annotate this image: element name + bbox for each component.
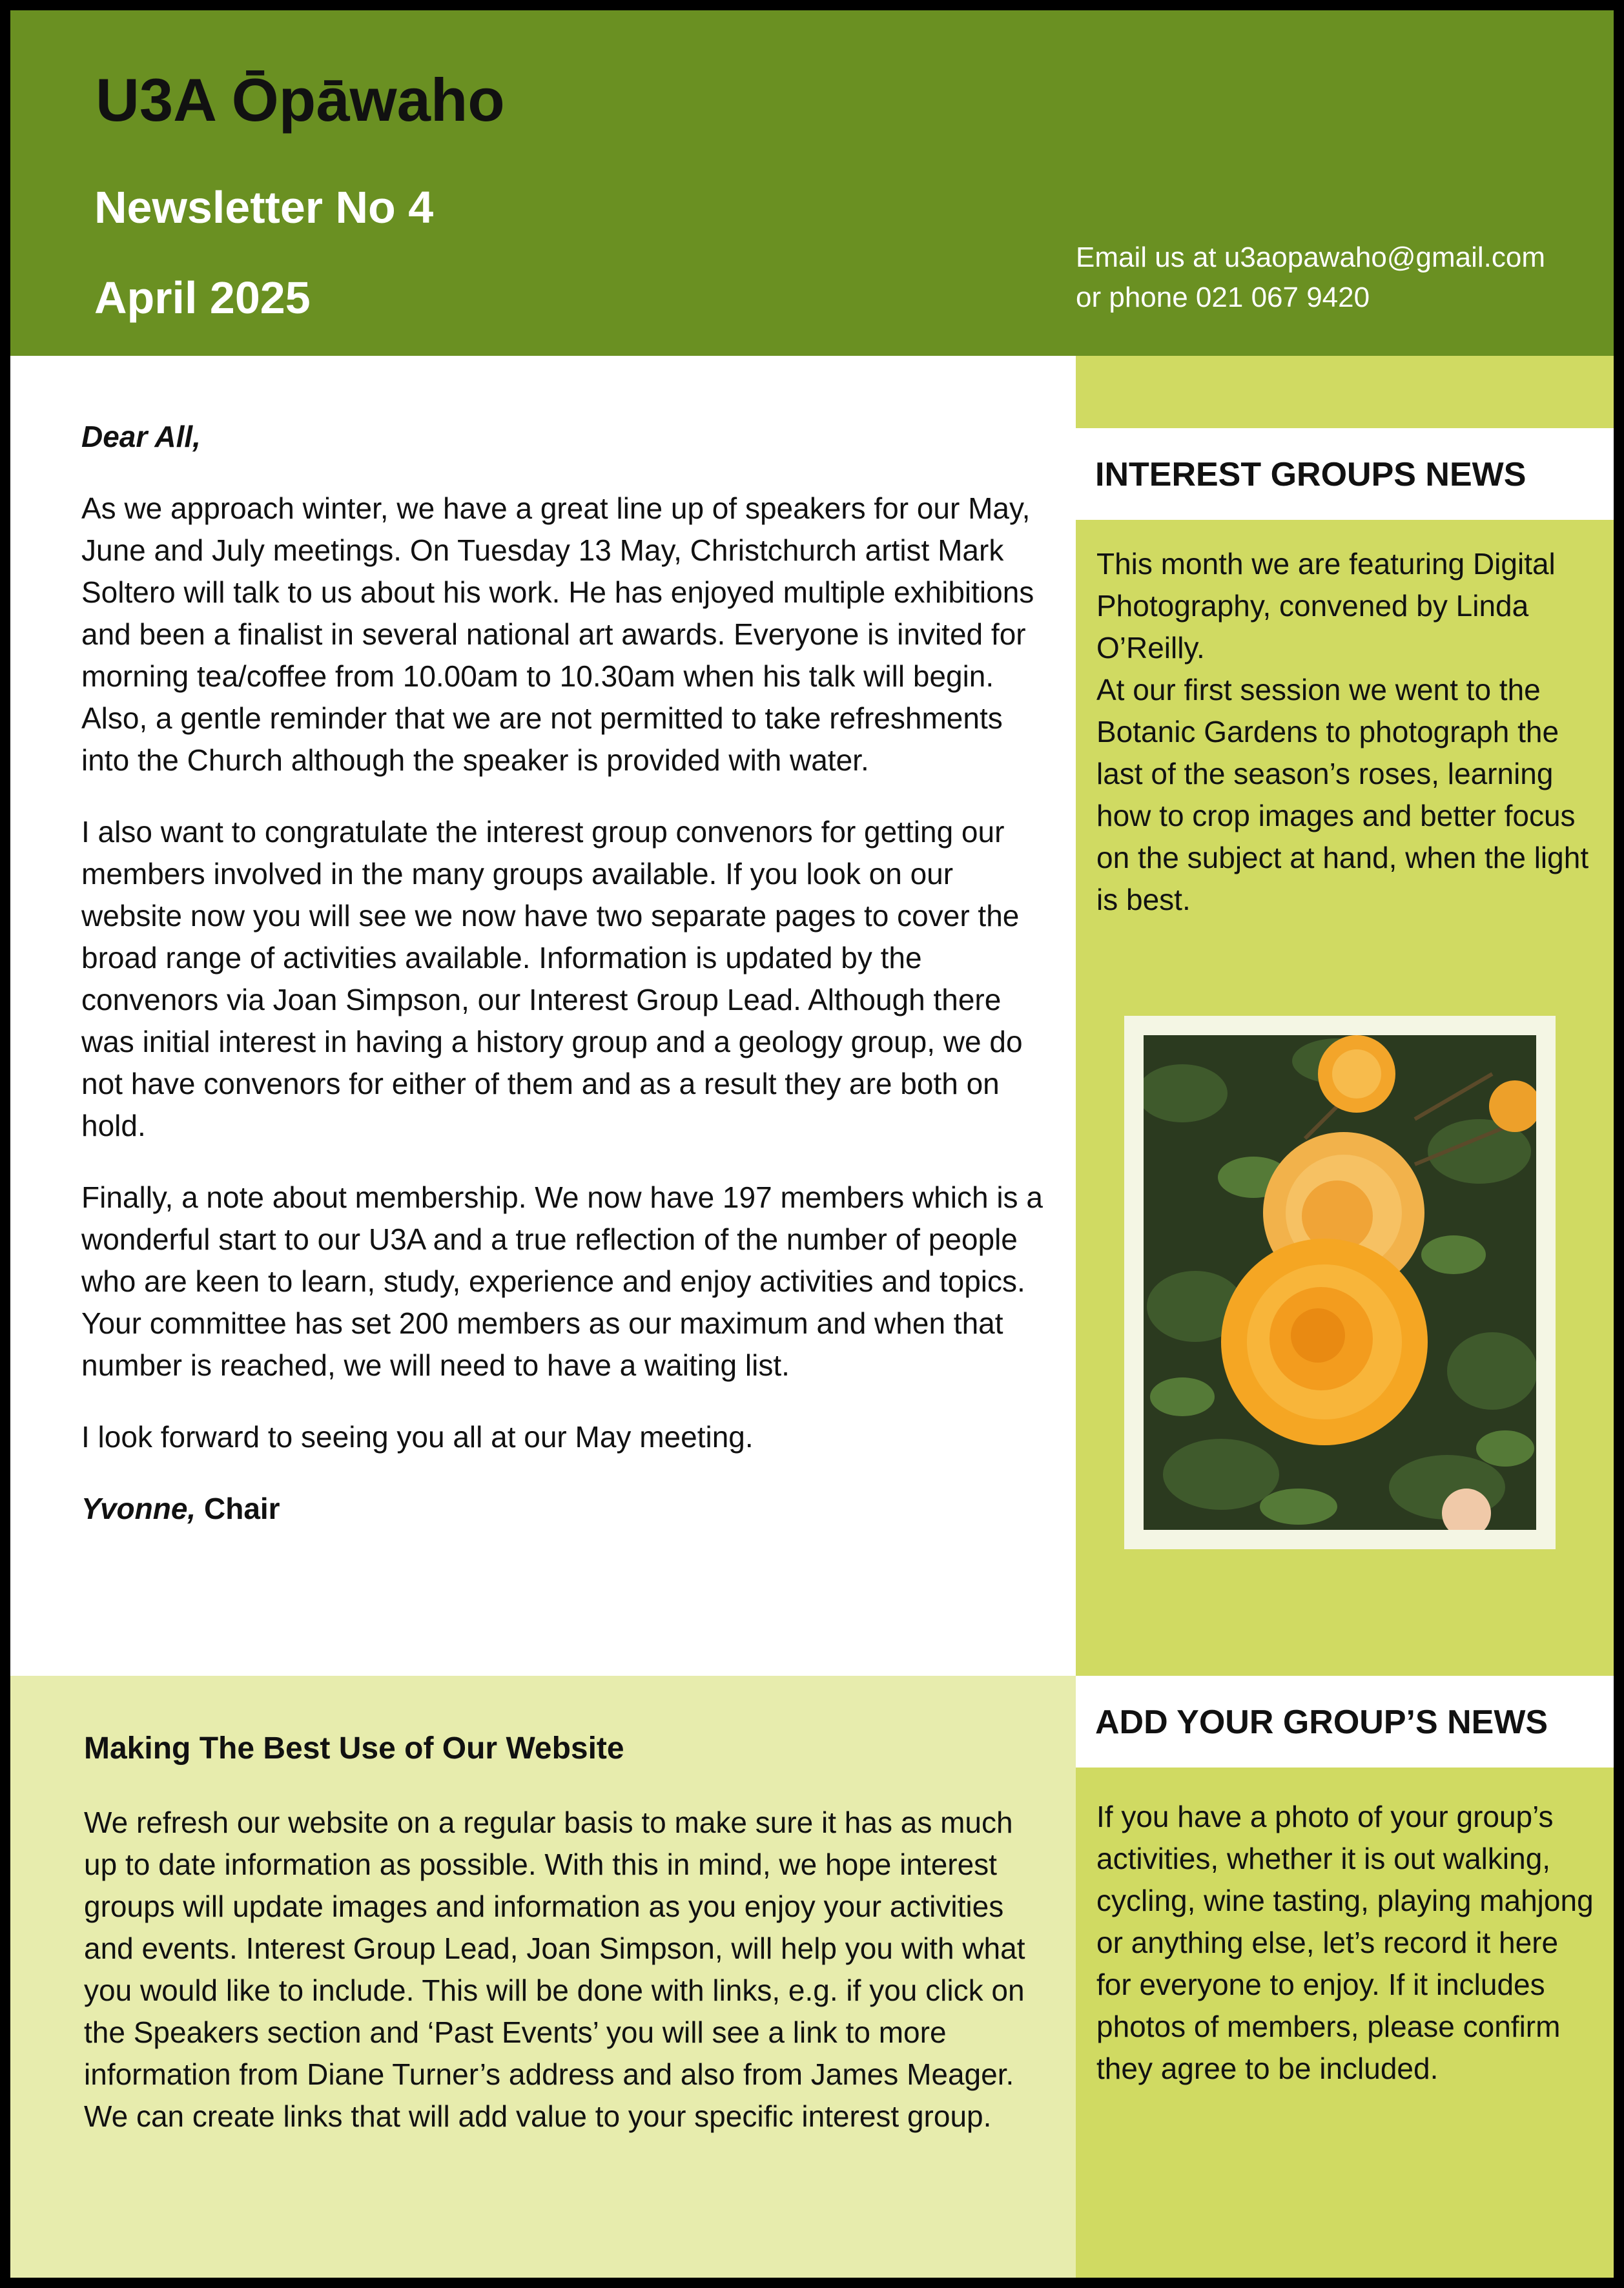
issue-date: April 2025 [94,273,311,323]
interest-groups-intro: This month we are featuring Digital Photography, convened by Linda O’Reilly. [1096,547,1556,665]
contact-info [1076,238,1545,318]
interest-groups-detail: At our first session we went to the Botanic Gardens to photograph the last of the season’s roses, learning how to crop images and better focus on the subject at hand, when the light is best. [1096,673,1589,916]
contact-phone: or phone 021 067 9420 [1076,282,1370,313]
rose-photo [1124,1016,1556,1549]
chair-letter [81,416,1050,1560]
website-text: We refresh our website on a regular basis to make sure it has as much up to date information as possible. With this in mind, we hope interest groups will update images and information as you enjoy your activities and events. Interest Group Lead, Joan Simpson, will help you with what you would like to include. This will be done with links, e.g. if you click on the Speakers section and ‘Past Events’ you will see a link to more information from Diane Turner’s address and also from James Meager. We can create links that will add value to your specific interest group. [84,1806,1025,2133]
signoff-role: Chair [196,1492,280,1525]
newsletter-page [10,10,1614,2278]
interest-groups-text [1096,543,1594,921]
add-news-heading: ADD YOUR GROUP’S NEWS [1095,1704,1548,1741]
newsletter-header [10,10,1614,356]
interest-groups-heading: INTEREST GROUPS NEWS [1095,456,1526,493]
rose-image [1144,1035,1536,1530]
interest-groups-header [1076,428,1614,520]
letter-paragraph: As we approach winter, we have a great line up of speakers for our May, June and July meetings. On Tuesday 13 May, Christchurch artist Mark Soltero will talk to us about his work. He has enjoyed multiple exhibitions and been a finalist in several national art awards. Everyone is invited for morning tea/coffee from 10.00am to 10.30am when his talk will begin. Also, a gentle reminder that we are not permitted to take refreshments into the Church although the speaker is provided with water. [81,491,1034,777]
add-news-header [1076,1676,1614,1768]
contact-email: Email us at u3aopawaho@gmail.com [1076,242,1546,273]
signoff-name: Yvonne, [81,1492,196,1525]
letter-signoff [81,1488,1050,1530]
org-name: U3A Ōpāwaho [96,66,505,134]
add-news-text: If you have a photo of your group’s activities, whether it is out walking, cycling, wine tasting, playing mahjong or anything else, let’s record it here for everyone to enjoy. If it includes photos of members, please confirm they agree to be included. [1096,1800,1594,2085]
website-heading: Making The Best Use of Our Website [84,1731,624,1766]
issue-number: Newsletter No 4 [94,182,434,232]
letter-greeting: Dear All, [81,420,201,453]
sidebar [1076,356,1614,2278]
letter-paragraph: I look forward to seeing you all at our May meeting. [81,1420,754,1454]
letter-paragraph: Finally, a note about membership. We now have 197 members which is a wonderful start to our U3A and a true reflection of the number of people who are keen to learn, study, experience and enjoy activities and topics. Your committee has set 200 members as our maximum and when that number is reached, we will need to have a waiting list. [81,1180,1043,1382]
website-section [10,1676,1076,2278]
letter-paragraph: I also want to congratulate the interest group convenors for getting our members involved in the many groups available. If you look on our website now you will see we now have two separate pages to cover the broad range of activities available. Information is updated by the convenors via Joan Simpson, our Interest Group Lead. Although there was initial interest in having a history group and a geology group, we do not have convenors for either of them and as a result they are both on hold. [81,815,1023,1142]
